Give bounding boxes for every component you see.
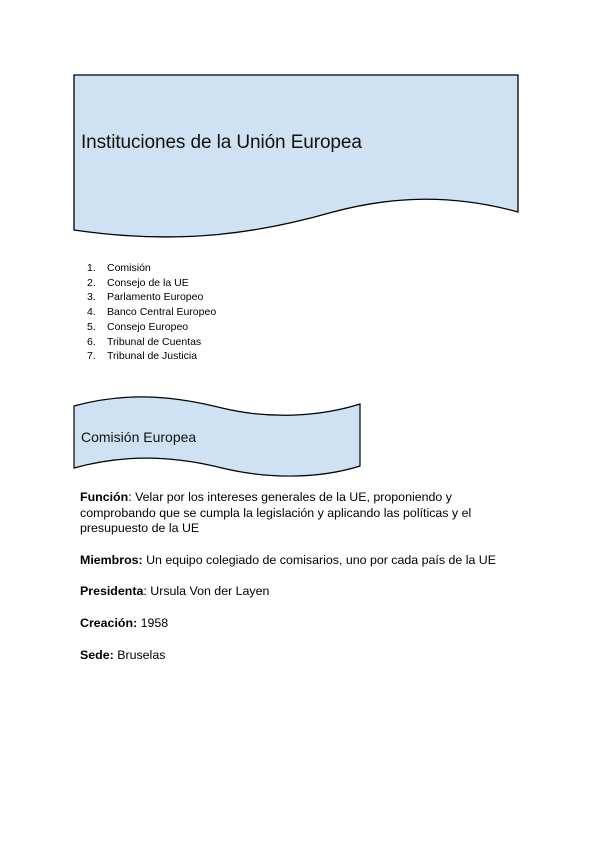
- list-item: 4. Banco Central Europeo: [87, 306, 217, 319]
- list-item: 2. Consejo de la UE: [87, 276, 189, 289]
- funcion-paragraph: Función: Velar por los intereses generales de la UE, proponiendo y comprobando que se cumpla la legislación y aplicando las políticas y el presupuesto de la UE: [80, 490, 472, 536]
- banner-shape: [73, 74, 519, 244]
- list-item: 1. Comisión: [87, 262, 151, 274]
- presidenta-paragraph: Presidenta: Ursula Von der Layen: [80, 584, 270, 599]
- creacion-paragraph: Creación: 1958: [80, 615, 169, 630]
- list-item: 5. Consejo Europeo: [87, 320, 189, 333]
- miembros-paragraph: Miembros: Un equipo colegiado de comisarios, uno por cada país de la UE: [80, 552, 497, 567]
- list-item: 3. Parlamento Europeo: [87, 291, 204, 304]
- list-item: 6. Tribunal de Cuentas: [87, 335, 202, 348]
- title-banner: [73, 74, 519, 244]
- institutions-list: [87, 261, 216, 364]
- page-title: Instituciones de la Unión Europea: [81, 132, 362, 153]
- commission-details: [80, 490, 520, 679]
- sede-paragraph: Sede: Bruselas: [80, 647, 166, 662]
- section-heading-banner: [72, 396, 362, 478]
- list-item: 7. Tribunal de Justicia: [87, 350, 198, 363]
- section-title: Comisión Europea: [81, 429, 197, 445]
